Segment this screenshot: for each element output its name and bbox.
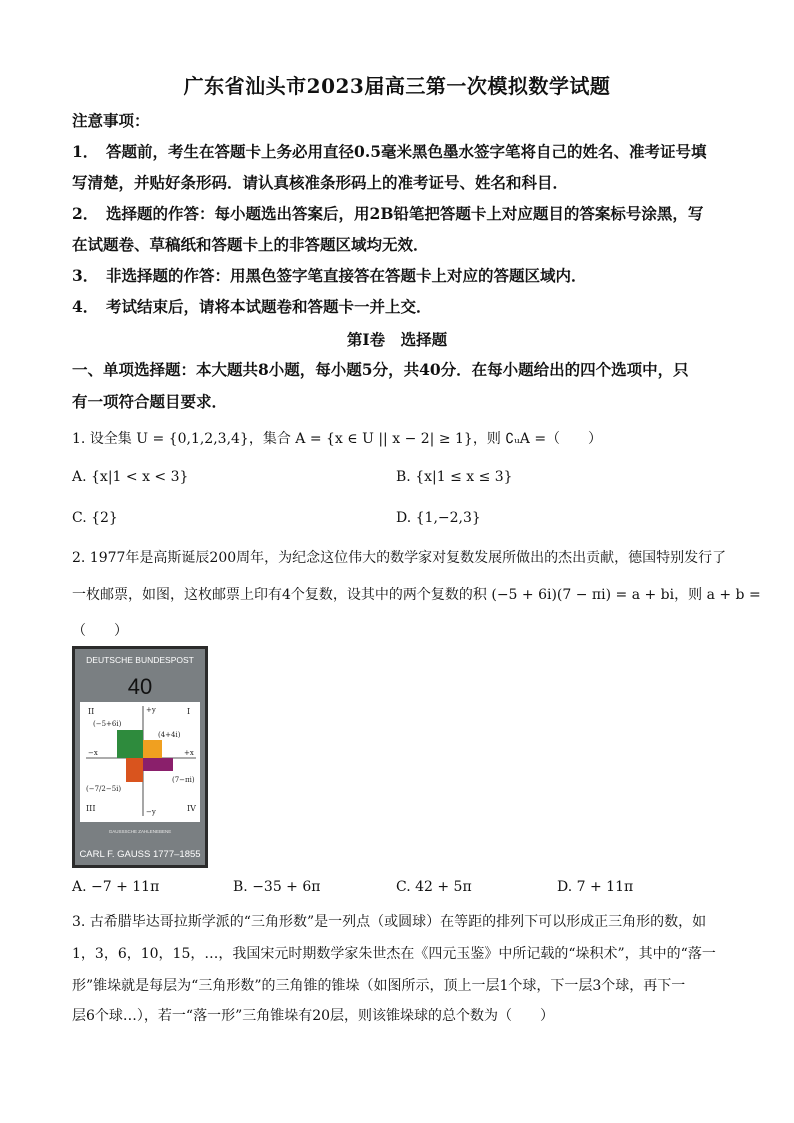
q3-stem-line4: 层6个球…），若一“落一形”三角锥垛有20层，则该锥垛球的总个数为（ ） bbox=[72, 1008, 555, 1024]
stamp-value: 40 bbox=[127, 674, 153, 699]
notice-item-2-line1: 2． 选择题的作答：每小题选出答案后，用2B铅笔把答题卡上对应题目的答案标号涂黑，写 bbox=[72, 204, 704, 223]
notice-heading: 注意事项： bbox=[72, 111, 150, 130]
stamp-footer: CARL F. GAUSS 1777–1855 bbox=[79, 849, 201, 860]
q2-option-d: D. 7 + 11π bbox=[557, 879, 634, 895]
stamp-red-rect bbox=[126, 758, 143, 782]
section-intro-line2: 有一项符合题目要求． bbox=[72, 392, 228, 411]
notice-item-4: 4． 考试结束后，请将本试题卷和答题卡一并上交． bbox=[72, 297, 432, 316]
stamp-quadrant-3: III bbox=[86, 804, 96, 813]
q2-stem-line3: （ ） bbox=[72, 623, 128, 639]
q3-stem-line2: 1，3，6，10，15，…，我国宋元时期数学家朱世杰在《四元玉鉴》中所记载的“垛积术”，其中的“落一 bbox=[72, 946, 716, 962]
notice-item-1-line1: 1． 答题前，考生在答题卡上务必用直径0.5毫米黑色墨水签字笔将自己的姓名、准考证号填 bbox=[72, 142, 707, 161]
stamp-axis-plus-y: +y bbox=[146, 706, 156, 714]
q2-option-a: A. −7 + 11π bbox=[72, 879, 160, 895]
q2-stem-line1: 2. 1977年是高斯诞辰200周年，为纪念这位伟大的数学家对复数发展所做出的杰出贡献，德国特别发行了 bbox=[72, 550, 727, 566]
stamp-green-rect bbox=[117, 730, 143, 758]
stamp-quadrant-2: II bbox=[88, 707, 95, 716]
q1-option-d: D. {1,−2,3} bbox=[396, 510, 481, 526]
notice-item-2-line2: 在试题卷、草稿纸和答题卡上的非答题区域均无效． bbox=[72, 235, 429, 254]
notice-item-1-line2: 写清楚，并贴好条形码．请认真核准条形码上的准考证号、姓名和科目． bbox=[72, 173, 569, 192]
section-title: 第Ⅰ卷 选择题 bbox=[346, 330, 448, 349]
notice-item-3: 3． 非选择题的作答：用黑色签字笔直接答在答题卡上对应的答题区域内． bbox=[72, 266, 587, 285]
stamp-quadrant-4: IV bbox=[187, 804, 196, 813]
stamp-axis-minus-x: −x bbox=[88, 749, 98, 757]
stamp-caption: GAUSSSCHE ZAHLENEBENE bbox=[108, 829, 172, 834]
q1-option-a: A. {x|1 < x < 3} bbox=[72, 469, 189, 485]
stamp-axis-minus-y: −y bbox=[146, 808, 156, 816]
stamp-axis-plus-x: +x bbox=[184, 749, 194, 757]
stamp-orange-rect bbox=[143, 740, 162, 758]
q2-option-c: C. 42 + 5π bbox=[396, 879, 472, 895]
q2-option-b: B. −35 + 6π bbox=[233, 879, 321, 895]
stamp-header: DEUTSCHE BUNDESPOST bbox=[86, 655, 194, 665]
q3-stem-line1: 3. 古希腊毕达哥拉斯学派的“三角形数”是一列点（或圆球）在等距的排列下可以形成正三角形的数，如 bbox=[72, 914, 707, 930]
q2-stem-line2: 一枚邮票，如图，这枚邮票上印有4个复数，设其中的两个复数的积 (−5 + 6i)(7 − πi) = a + bi，则 a + b = bbox=[72, 587, 761, 603]
exam-title: 广东省汕头市2023届高三第一次模拟数学试题 bbox=[183, 74, 611, 98]
stamp-label-z2: (4+4i) bbox=[158, 731, 181, 739]
section-intro-line1: 一、单项选择题：本大题共8小题，每小题5分，共40分．在每小题给出的四个选项中，只 bbox=[72, 360, 689, 379]
stamp-label-z4: (−7/2−5i) bbox=[86, 785, 122, 793]
q3-stem-line3: 形”锥垛就是每层为“三角形数”的三角锥的锥垛（如图所示，顶上一层1个球，下一层3个球，再下一 bbox=[72, 978, 686, 994]
q1-option-c: C. {2} bbox=[72, 510, 118, 526]
q1-option-b: B. {x|1 ≤ x ≤ 3} bbox=[396, 469, 513, 485]
stamp-label-z3: (7−πi) bbox=[172, 776, 195, 784]
stamp-purple-rect bbox=[143, 758, 173, 771]
stamp-quadrant-1: I bbox=[187, 707, 191, 716]
gauss-stamp-figure bbox=[72, 646, 208, 868]
stamp-label-z1: (−5+6i) bbox=[93, 720, 122, 728]
q1-stem: 1. 设全集 U = {0,1,2,3,4}，集合 A = {x ∈ U || x − 2| ≥ 1}，则 ∁ᵤA =（ ） bbox=[72, 431, 603, 447]
